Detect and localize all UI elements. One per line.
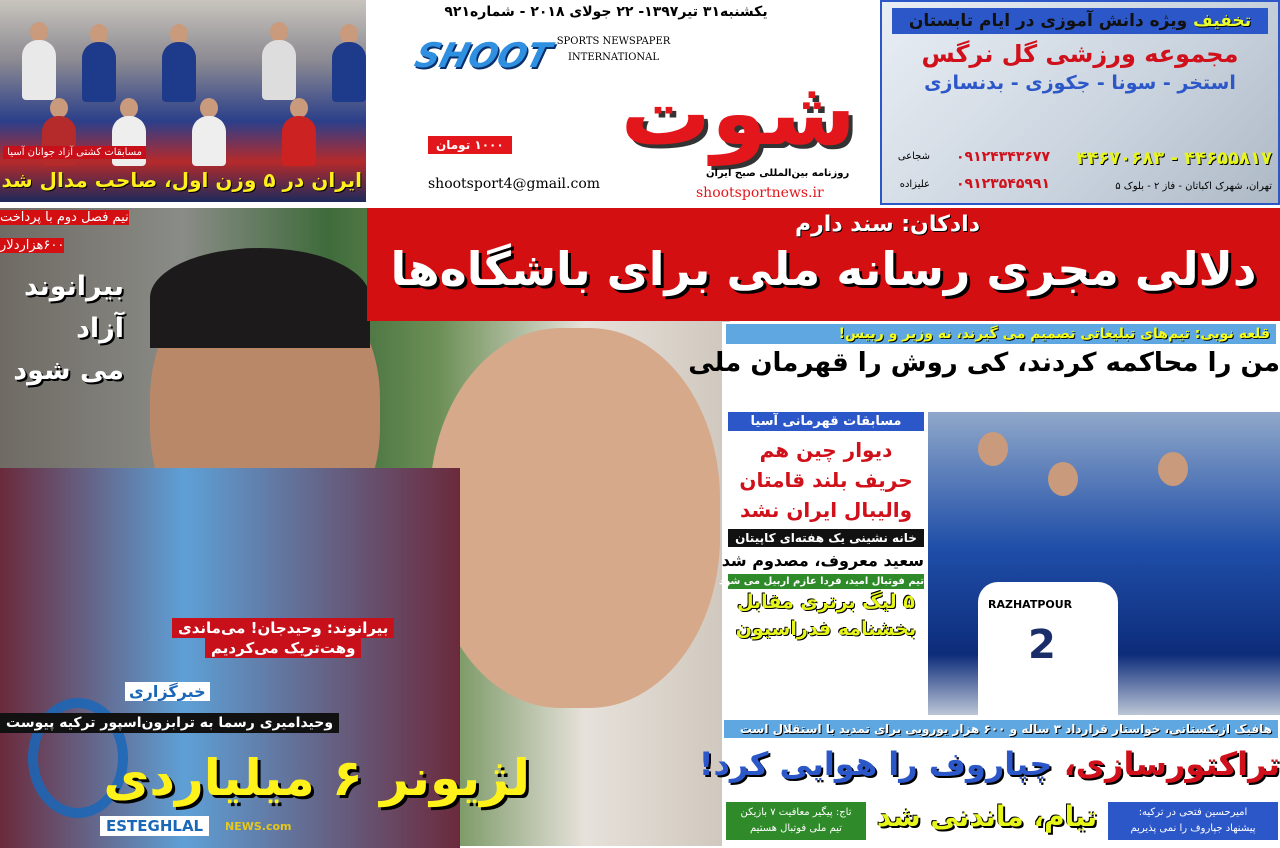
- wrestling-team-photo: [0, 0, 366, 202]
- ad-address: تهران، شهرک اکباتان - فاز ۲ - بلوک ۵: [1115, 181, 1272, 192]
- fathi-line: پیشنهاد جپاروف را نمی پذیریم: [1130, 823, 1256, 834]
- volleyball-kicker: مسابقات قهرمانی آسیا: [728, 412, 924, 431]
- gym-advertisement: [880, 0, 1280, 205]
- jersey-name: RAZHATPOUR: [988, 598, 1073, 611]
- volleyball-headline-line: حریف بلند قامتان: [739, 468, 913, 492]
- watermark-brand: ESTEGHLAL: [100, 816, 209, 836]
- watermark-sub: NEWS.com: [225, 820, 292, 833]
- beiranvand-kicker-2: ۶۰۰هزاردلار: [0, 238, 65, 253]
- beiranvand-kicker-1: نیم فصل دوم با پرداخت: [0, 210, 129, 225]
- ad-mobile-1: ۰۹۱۲۴۳۴۳۶۷۷: [956, 149, 1050, 165]
- tiam-headline: تیام، ماندنی شد: [876, 800, 1098, 833]
- website-link[interactable]: shootsportnews.ir: [696, 185, 824, 201]
- tagline-fa: روزنامه بین‌المللی صبح ایران: [706, 168, 850, 179]
- amiri-strip: وحیدامیری رسما به ترابزون‌اسپور ترکیه پیوست: [0, 713, 339, 733]
- ad-mobile-2: ۰۹۱۲۳۵۴۵۹۹۱: [956, 176, 1050, 192]
- fathi-line: امیرحسین فتحی در ترکیه:: [1138, 807, 1248, 818]
- ad-contact-1: شجاعی: [897, 151, 930, 162]
- tractor-headline-blue: چپاروف را هوایی کرد!: [698, 745, 1053, 783]
- ghalenoei-headline: من را محاکمه کردند، کی روش را قهرمان ملی: [688, 348, 1280, 378]
- maroof-headline: سعید معروف، مصدوم شد: [721, 551, 924, 570]
- tagline-en-1: SPORTS NEWSPAPER: [556, 36, 671, 47]
- tractor-kicker: هافبک ازبکستانی، خواستار قرارداد ۳ ساله و ۶۰۰ هزار یورویی برای تمدید با استقلال است: [724, 720, 1278, 738]
- volleyball-headline-line: والیبال ایران نشد: [739, 498, 913, 522]
- beiranvand-headline-line: می شود: [13, 355, 124, 386]
- price: ۱۰۰۰ تومان: [428, 136, 512, 154]
- wrestling-headline: ایران در ۵ وزن اول، صاحب مدال شد: [1, 168, 362, 192]
- ad-title: مجموعه ورزشی گل نرگس: [921, 40, 1239, 68]
- lead-kicker: دادکان: سند دارم: [794, 212, 980, 237]
- lead-headline: دلالی مجری رسانه ملی برای باشگاه‌ها: [390, 242, 1257, 296]
- ad-contact-2: علیزاده: [899, 179, 930, 190]
- masthead: [366, 0, 880, 205]
- jersey-number: 2: [1028, 622, 1056, 668]
- maroof-kicker: خانه نشینی یک هفته‌ای کاپیتان: [728, 529, 924, 547]
- ad-phones: ۴۴۶۵۵۸۱۷ - ۴۴۶۷۰۶۸۳: [1076, 148, 1272, 169]
- lead-story-banner: [367, 208, 1280, 321]
- logo-shoot-persian: شوت: [620, 61, 856, 166]
- taj-line: تیم ملی فوتبال هستیم: [750, 823, 842, 834]
- omid-headline-line: بخشنامه فدراسیون: [735, 618, 917, 640]
- volleyball-headline-line: دیوار چین هم: [759, 438, 893, 462]
- taj-line: تاج: پیگیر معافیت ۷ بازیکن: [740, 807, 852, 818]
- beiranvand-quote-1: بیرانوند: وحیدجان! می‌ماندی: [172, 618, 394, 638]
- omid-headline-line: ۵ لیگ برتری مقابل: [737, 591, 915, 613]
- ad-discount: تخفیف: [1193, 11, 1252, 31]
- amiri-headline: لژیونر ۶ میلیاردی: [103, 749, 530, 807]
- tractor-headline-red: تراکتورسازی،: [1063, 745, 1280, 783]
- logo-shoot-latin: SHOOT: [410, 36, 556, 76]
- tagline-en-2: INTERNATIONAL: [567, 52, 660, 63]
- ghalenoei-kicker: قلعه نویی: تیم‌های تبلیغاتی تصمیم می گیرند، نه وزیر و رییس!: [726, 324, 1276, 344]
- watermark-fa: خبرگزاری: [125, 682, 210, 701]
- beiranvand-headline-line: آزاد: [76, 313, 124, 344]
- beiranvand-quote-2: وهت‌تریک می‌کردیم: [205, 638, 361, 658]
- email-link[interactable]: shootsport4@gmail.com: [428, 176, 601, 192]
- date-line: یکشنبه۳۱ تیر۱۳۹۷- ۲۲ جولای ۲۰۱۸ - شماره۹۲۱: [444, 4, 768, 20]
- wrestling-kicker: مسابقات کشتی آزاد جوانان آسیا: [3, 146, 146, 159]
- ad-offer: ویژه دانش آموزی در ایام تابستان: [908, 11, 1188, 31]
- volleyball-team-photo: [928, 412, 1280, 715]
- beiranvand-headline-line: بیرانوند: [23, 271, 124, 302]
- omid-kicker: تیم فوتبال امید، فردا عازم اربیل می شود: [719, 576, 924, 587]
- ad-services: استخر - سونا - جکوزی - بدنسازی: [924, 72, 1236, 94]
